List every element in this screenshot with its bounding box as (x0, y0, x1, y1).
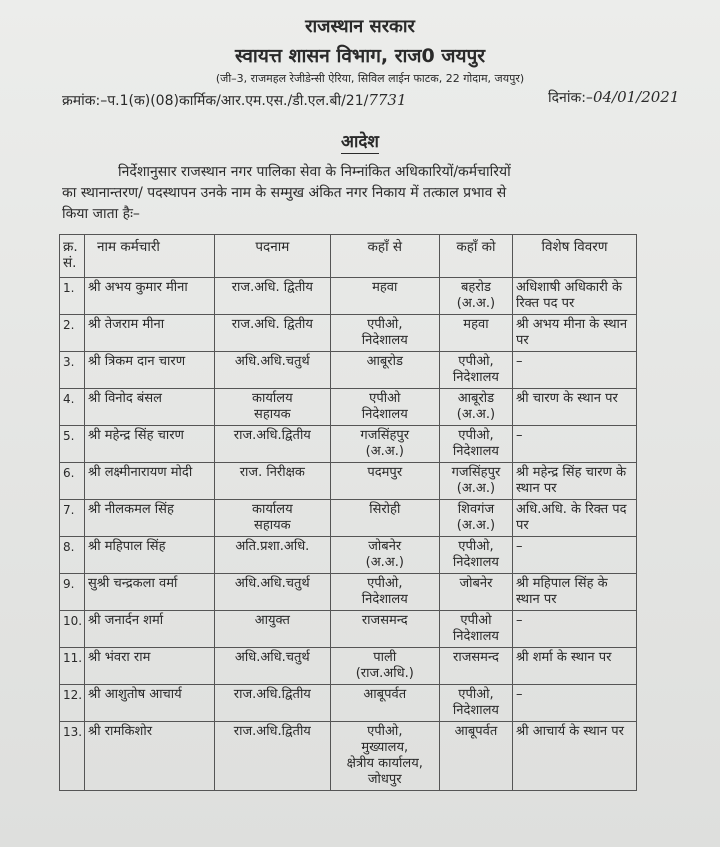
serial-cell: 6. (60, 463, 85, 500)
table-row (60, 426, 637, 463)
to-location-cell: एपीओ निदेशालय (439, 611, 512, 648)
table-row (60, 463, 637, 500)
from-location-cell: एपीओ निदेशालय (330, 389, 439, 426)
designation-cell: अति.प्रशा.अधि. (215, 537, 331, 574)
serial-cell: 5. (60, 426, 85, 463)
serial-cell: 1. (60, 278, 85, 315)
to-location-cell: आबूरोड (अ.अ.) (439, 389, 512, 426)
header-post: पदनाम (215, 235, 331, 278)
remark-cell: – (513, 611, 637, 648)
designation-cell: राज.अधि. द्वितीय (215, 315, 331, 352)
remark-cell: श्री महेन्द्र सिंह चारण के स्थान पर (513, 463, 637, 500)
from-location-cell: गजसिंहपुर (अ.अ.) (330, 426, 439, 463)
employee-name-cell: श्री नीलकमल सिंह (85, 500, 215, 537)
to-location-cell: बहरोड (अ.अ.) (439, 278, 512, 315)
employee-name-cell: श्री लक्ष्मीनारायण मोदी (85, 463, 215, 500)
to-location-cell: महवा (439, 315, 512, 352)
reference-number (62, 91, 407, 110)
employee-name-cell: श्री आशुतोष आचार्य (85, 685, 215, 722)
to-location-cell: आबूपर्वत (439, 722, 512, 791)
date-handwritten-value: 04/01/2021 (592, 88, 680, 106)
designation-cell: आयुक्त (215, 611, 331, 648)
from-location-cell: आबूरोड (330, 352, 439, 389)
from-location-cell: जोबनेर (अ.अ.) (330, 537, 439, 574)
designation-cell: राज.अधि.द्वितीय (215, 722, 331, 791)
serial-cell: 7. (60, 500, 85, 537)
table-row (60, 648, 637, 685)
designation-cell: अधि.अधि.चतुर्थ (215, 352, 331, 389)
paragraph-line: का स्थानान्तरण/ पदस्थापन उनके नाम के सम्मुख अंकित नगर निकाय में तत्काल प्रभाव से (62, 185, 507, 201)
employee-name-cell: सुश्री चन्द्रकला वर्मा (85, 574, 215, 611)
paragraph-line: किया जाता हैः– (62, 206, 140, 222)
serial-cell: 12. (60, 685, 85, 722)
employee-name-cell: श्री विनोद बंसल (85, 389, 215, 426)
remark-cell: अधि.अधि. के रिक्त पद पर (513, 500, 637, 537)
to-location-cell: एपीओ, निदेशालय (439, 426, 512, 463)
from-location-cell: एपीओ, मुख्यालय, क्षेत्रीय कार्यालय, जोधपुर (330, 722, 439, 791)
table-row (60, 389, 637, 426)
department-address: (जी–3, राजमहल रेजीडेन्सी ऐरिया, सिविल लाईन फाटक, 22 गोदाम, जयपुर) (215, 72, 525, 85)
to-location-cell: शिवगंज (अ.अ.) (439, 500, 512, 537)
remark-cell: – (513, 426, 637, 463)
remark-cell: श्री चारण के स्थान पर (513, 389, 637, 426)
to-location-cell: एपीओ, निदेशालय (439, 537, 512, 574)
remark-cell: – (513, 685, 637, 722)
remark-cell: श्री अभय मीना के स्थान पर (513, 315, 637, 352)
table-body (60, 278, 637, 791)
serial-cell: 13. (60, 722, 85, 791)
remark-cell: श्री महिपाल सिंह के स्थान पर (513, 574, 637, 611)
serial-cell: 4. (60, 389, 85, 426)
remark-cell: श्री आचार्य के स्थान पर (513, 722, 637, 791)
serial-cell: 11. (60, 648, 85, 685)
date-label: दिनांक:– (548, 90, 593, 106)
designation-cell: राज.अधि.द्वितीय (215, 685, 331, 722)
remark-cell: श्री शर्मा के स्थान पर (513, 648, 637, 685)
to-location-cell: एपीओ, निदेशालय (439, 352, 512, 389)
header-from: कहाँ से (330, 235, 439, 278)
employee-name-cell: श्री अभय कुमार मीना (85, 278, 215, 315)
header-to: कहाँ को (439, 235, 512, 278)
employee-name-cell: श्री भंवरा राम (85, 648, 215, 685)
header-remark: विशेष विवरण (513, 235, 637, 278)
from-location-cell: पदमपुर (330, 463, 439, 500)
employee-name-cell: श्री महिपाल सिंह (85, 537, 215, 574)
from-location-cell: एपीओ, निदेशालय (330, 315, 439, 352)
table-row (60, 611, 637, 648)
table-row (60, 500, 637, 537)
table-row (60, 722, 637, 791)
order-date (548, 88, 679, 107)
employee-name-cell: श्री त्रिकम दान चारण (85, 352, 215, 389)
from-location-cell: एपीओ, निदेशालय (330, 574, 439, 611)
designation-cell: अधि.अधि.चतुर्थ (215, 648, 331, 685)
serial-cell: 3. (60, 352, 85, 389)
to-location-cell: राजसमन्द (439, 648, 512, 685)
from-location-cell: महवा (330, 278, 439, 315)
order-title: आदेश (341, 132, 379, 152)
government-name: राजस्थान सरकार (305, 16, 415, 37)
from-location-cell: सिरोही (330, 500, 439, 537)
reference-handwritten-number: 7731 (368, 91, 407, 109)
to-location-cell: गजसिंहपुर (अ.अ.) (439, 463, 512, 500)
designation-cell: राज.अधि.द्वितीय (215, 426, 331, 463)
designation-cell: राज.अधि. द्वितीय (215, 278, 331, 315)
employee-name-cell: श्री महेन्द्र सिंह चारण (85, 426, 215, 463)
order-paragraph (62, 162, 660, 225)
serial-cell: 2. (60, 315, 85, 352)
reference-prefix: क्रमांक:–प.1(क)(08)कार्मिक/आर.एम.एस./डी.एल.बी/21/ (62, 93, 369, 109)
to-location-cell: एपीओ, निदेशालय (439, 685, 512, 722)
table-row (60, 352, 637, 389)
transfer-table (59, 234, 637, 791)
table-header-row (60, 235, 637, 278)
paragraph-line: निर्देशानुसार राजस्थान नगर पालिका सेवा के निम्नांकित अधिकारियों/कर्मचारियों (118, 164, 511, 180)
table-row (60, 537, 637, 574)
designation-cell: अधि.अधि.चतुर्थ (215, 574, 331, 611)
to-location-cell: जोबनेर (439, 574, 512, 611)
serial-cell: 9. (60, 574, 85, 611)
from-location-cell: आबूपर्वत (330, 685, 439, 722)
serial-cell: 10. (60, 611, 85, 648)
remark-cell: – (513, 537, 637, 574)
remark-cell: – (513, 352, 637, 389)
remark-cell: अधिशाषी अधिकारी के रिक्त पद पर (513, 278, 637, 315)
serial-cell: 8. (60, 537, 85, 574)
table-row (60, 574, 637, 611)
from-location-cell: राजसमन्द (330, 611, 439, 648)
table-row (60, 278, 637, 315)
designation-cell: कार्यालय सहायक (215, 389, 331, 426)
from-location-cell: पाली (राज.अधि.) (330, 648, 439, 685)
department-name: स्वायत्त शासन विभाग, राज0 जयपुर (234, 45, 486, 67)
header-serial: क्र. सं. (60, 235, 85, 278)
header-name: नाम कर्मचारी (85, 235, 215, 278)
employee-name-cell: श्री रामकिशोर (85, 722, 215, 791)
designation-cell: राज. निरीक्षक (215, 463, 331, 500)
employee-name-cell: श्री जनार्दन शर्मा (85, 611, 215, 648)
designation-cell: कार्यालय सहायक (215, 500, 331, 537)
table-row (60, 315, 637, 352)
employee-name-cell: श्री तेजराम मीना (85, 315, 215, 352)
table-row (60, 685, 637, 722)
